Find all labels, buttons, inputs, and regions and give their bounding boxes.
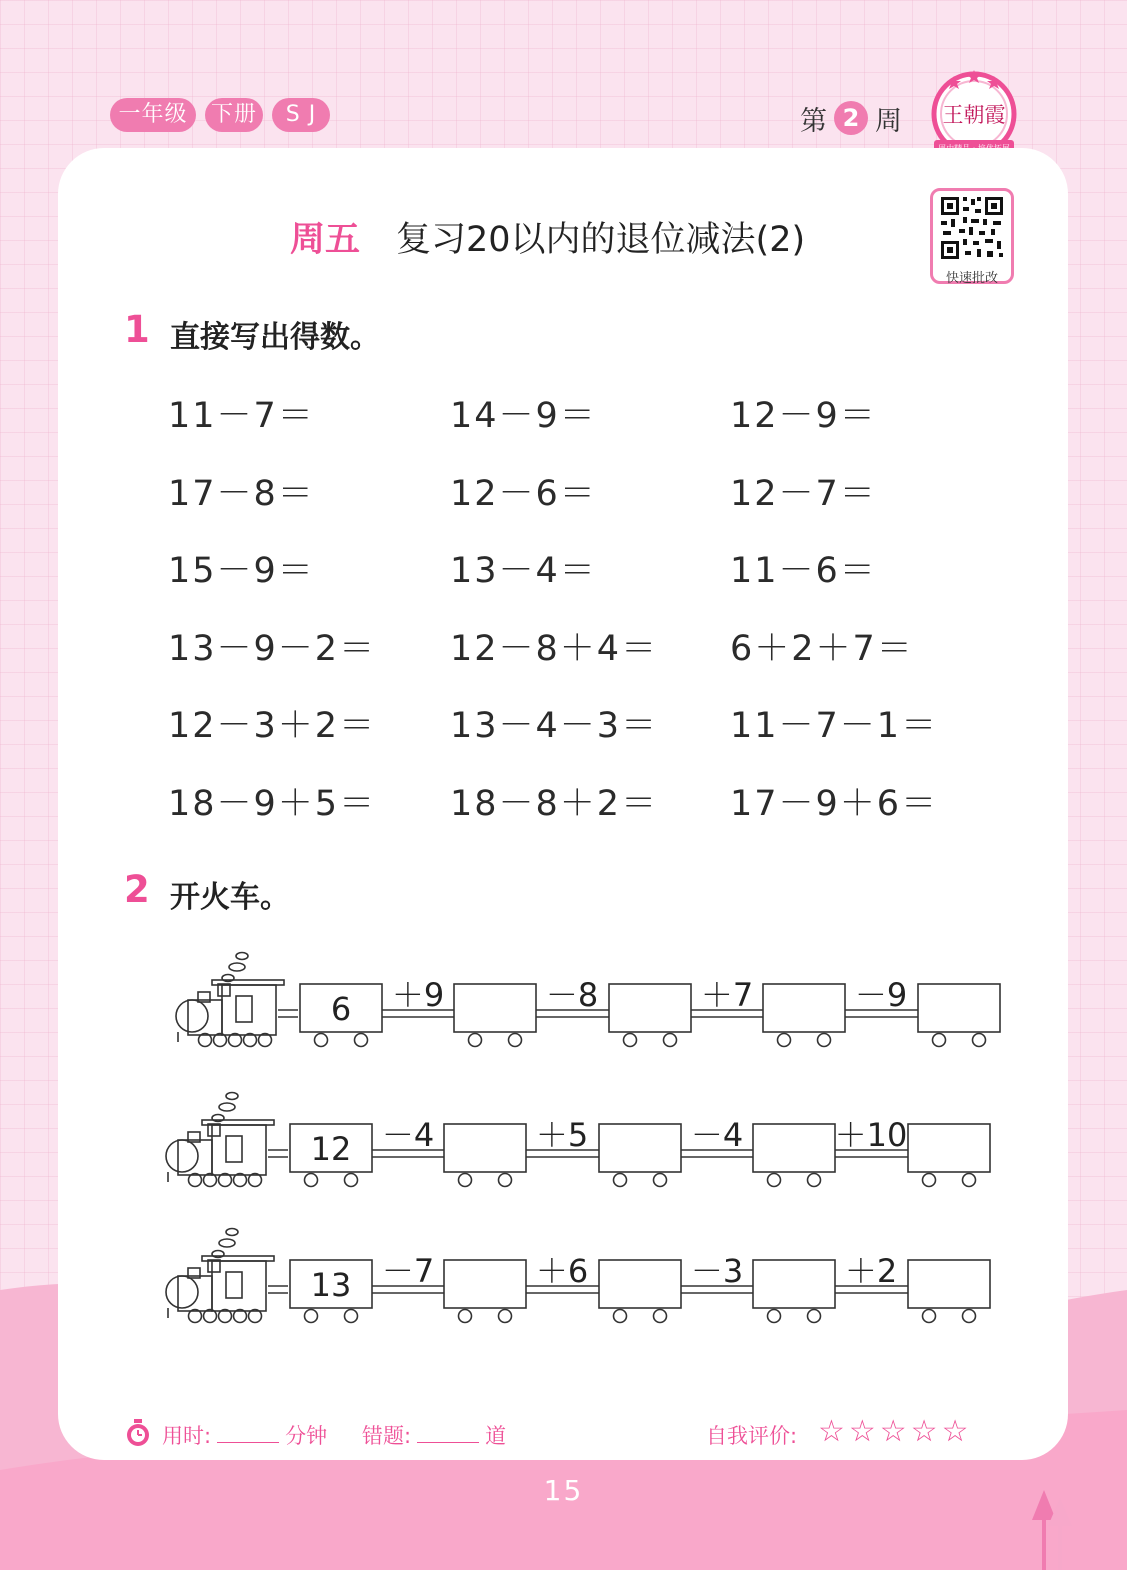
car-wheel (345, 1174, 358, 1187)
title-day: 周五 (290, 220, 361, 260)
arithmetic-problem: 13－4－3＝ (450, 706, 659, 746)
errors-unit: 道 (485, 1424, 507, 1448)
operation-label: －8 (545, 976, 599, 1014)
arithmetic-problem: 17－8＝ (168, 473, 315, 514)
train-car-answer (454, 984, 536, 1047)
car-body (763, 984, 845, 1032)
operation-label: －9 (854, 976, 908, 1014)
car-wheel (923, 1310, 936, 1323)
car-wheel (614, 1174, 627, 1187)
page-title (290, 212, 805, 262)
arithmetic-problem: 12－7＝ (730, 473, 877, 514)
operation-label: ＋5 (535, 1116, 589, 1154)
train-car-answer (753, 1260, 835, 1323)
car-wheel (509, 1034, 522, 1047)
train-car-answer (908, 1124, 990, 1187)
car-wheel (933, 1034, 946, 1047)
operation-label: －4 (381, 1116, 435, 1154)
train-car-start (290, 1124, 372, 1187)
train-car-answer (763, 984, 845, 1047)
train-car-answer (444, 1124, 526, 1187)
car-wheel (808, 1174, 821, 1187)
self-eval-stars[interactable]: ☆☆☆☆☆ (818, 1414, 973, 1449)
volume-tag: 下册 (205, 98, 263, 132)
car-wheel (315, 1034, 328, 1047)
time-blank[interactable] (217, 1426, 279, 1443)
qr-code-icon (933, 191, 1011, 265)
smoke-puff (229, 963, 245, 971)
car-wheel (305, 1174, 318, 1187)
train-3 (0, 1216, 1127, 1356)
smoke-puff (226, 1093, 238, 1100)
qr-code-panel[interactable] (930, 188, 1014, 284)
locomotive (166, 1229, 274, 1323)
qr-code-label: 快速批改 (945, 271, 998, 286)
car-body (599, 1260, 681, 1308)
operation-label: ＋10 (834, 1116, 908, 1154)
section-2-title: 开火车。 (170, 880, 290, 915)
car-body (599, 1124, 681, 1172)
car-wheel (768, 1174, 781, 1187)
arithmetic-problem: 11－6＝ (730, 551, 877, 591)
arithmetic-problem: 11－7－1＝ (730, 706, 939, 746)
smoke-puff (219, 1239, 235, 1247)
car-wheel (499, 1174, 512, 1187)
section-1-title: 直接写出得数。 (170, 320, 380, 355)
car-body (444, 1260, 526, 1308)
train-car-answer (753, 1124, 835, 1187)
start-number: 13 (310, 1266, 352, 1304)
page-number: 15 (543, 1474, 584, 1507)
arrow-decoration (1030, 1490, 1074, 1570)
arithmetic-problem: 13－9－2＝ (168, 628, 377, 669)
operation-label: －7 (381, 1252, 435, 1290)
train-car-answer (444, 1260, 526, 1323)
cab-window (236, 996, 252, 1022)
section-1-number: 1 (124, 308, 150, 351)
week-prefix: 第 (800, 105, 827, 137)
error-count (362, 1420, 506, 1450)
arithmetic-problem: 11－7＝ (168, 396, 315, 436)
car-wheel (664, 1034, 677, 1047)
car-wheel (624, 1034, 637, 1047)
locomotive (176, 953, 284, 1047)
car-wheel (973, 1034, 986, 1047)
boiler-front (166, 1276, 198, 1308)
car-body (753, 1260, 835, 1308)
car-wheel (963, 1310, 976, 1323)
train-car-answer (918, 984, 1000, 1047)
chimney (208, 1260, 220, 1272)
train-car-start (290, 1260, 372, 1323)
car-wheel (778, 1034, 791, 1047)
car-wheel (963, 1174, 976, 1187)
train-car-start (300, 984, 382, 1047)
train-2 (0, 1080, 1127, 1220)
edition-tag: S J (272, 98, 330, 132)
title-text: 复习20以内的退位减法(2) (396, 220, 806, 260)
errors-blank[interactable] (417, 1426, 479, 1443)
arithmetic-problem: 12－6＝ (450, 473, 597, 514)
car-body (609, 984, 691, 1032)
errors-label: 错题: (362, 1424, 412, 1448)
arithmetic-problem: 12－8＋4＝ (450, 628, 659, 669)
arithmetic-problem: 14－9＝ (450, 396, 597, 436)
arithmetic-problem: 12－3＋2＝ (168, 706, 377, 746)
operation-label: ＋2 (844, 1252, 898, 1290)
train-1 (0, 940, 1127, 1080)
arithmetic-problem: 13－4＝ (450, 551, 597, 591)
car-body (753, 1124, 835, 1172)
start-number: 6 (330, 990, 352, 1028)
arithmetic-problem: 18－8＋2＝ (450, 783, 659, 824)
chimney (208, 1124, 220, 1136)
car-body (918, 984, 1000, 1032)
car-body (454, 984, 536, 1032)
car-wheel (923, 1174, 936, 1187)
car-wheel (305, 1310, 318, 1323)
smoke-puff (226, 1229, 238, 1236)
operation-label: －3 (690, 1252, 744, 1290)
car-body (908, 1124, 990, 1172)
self-eval-label: 自我评价: (706, 1424, 798, 1448)
train-car-answer (599, 1260, 681, 1323)
car-wheel (654, 1174, 667, 1187)
boiler-front (176, 1000, 208, 1032)
stopwatch-icon (124, 1418, 152, 1448)
train-car-answer (908, 1260, 990, 1323)
train-car-answer (599, 1124, 681, 1187)
operation-label: ＋6 (535, 1252, 589, 1290)
car-wheel (459, 1310, 472, 1323)
car-body (908, 1260, 990, 1308)
operation-label: －4 (690, 1116, 744, 1154)
arithmetic-problem: 18－9＋5＝ (168, 783, 377, 824)
arithmetic-problem: 15－9＝ (168, 551, 315, 591)
time-spent (162, 1420, 327, 1450)
car-wheel (469, 1034, 482, 1047)
locomotive (166, 1093, 274, 1187)
time-unit: 分钟 (285, 1424, 328, 1448)
operation-label: ＋7 (700, 976, 754, 1014)
week-suffix: 周 (875, 105, 902, 137)
boiler (188, 1000, 222, 1035)
arithmetic-problem: 6＋2＋7＝ (730, 628, 914, 669)
boiler (178, 1276, 212, 1311)
car-wheel (614, 1310, 627, 1323)
grade-tag: 一年级 (110, 98, 196, 132)
car-wheel (808, 1310, 821, 1323)
week-number-badge: 2 (834, 101, 868, 135)
car-wheel (818, 1034, 831, 1047)
smoke-puff (236, 953, 248, 960)
car-wheel (654, 1310, 667, 1323)
time-label: 用时: (162, 1424, 212, 1448)
car-wheel (459, 1174, 472, 1187)
operation-label: ＋9 (391, 976, 445, 1014)
arithmetic-problem: 12－9＝ (730, 396, 877, 436)
car-wheel (768, 1310, 781, 1323)
week-indicator (800, 98, 902, 138)
section-2-number: 2 (124, 868, 150, 911)
seal-text: 王朝霞 (942, 103, 1006, 127)
start-number: 12 (310, 1130, 352, 1168)
car-wheel (345, 1310, 358, 1323)
arithmetic-problem: 17－9＋6＝ (730, 783, 939, 824)
car-body (444, 1124, 526, 1172)
cab-window (226, 1136, 242, 1162)
cab-window (226, 1272, 242, 1298)
train-car-answer (609, 984, 691, 1047)
boiler (178, 1140, 212, 1175)
car-wheel (499, 1310, 512, 1323)
car-wheel (355, 1034, 368, 1047)
smoke-puff (219, 1103, 235, 1111)
boiler-front (166, 1140, 198, 1172)
